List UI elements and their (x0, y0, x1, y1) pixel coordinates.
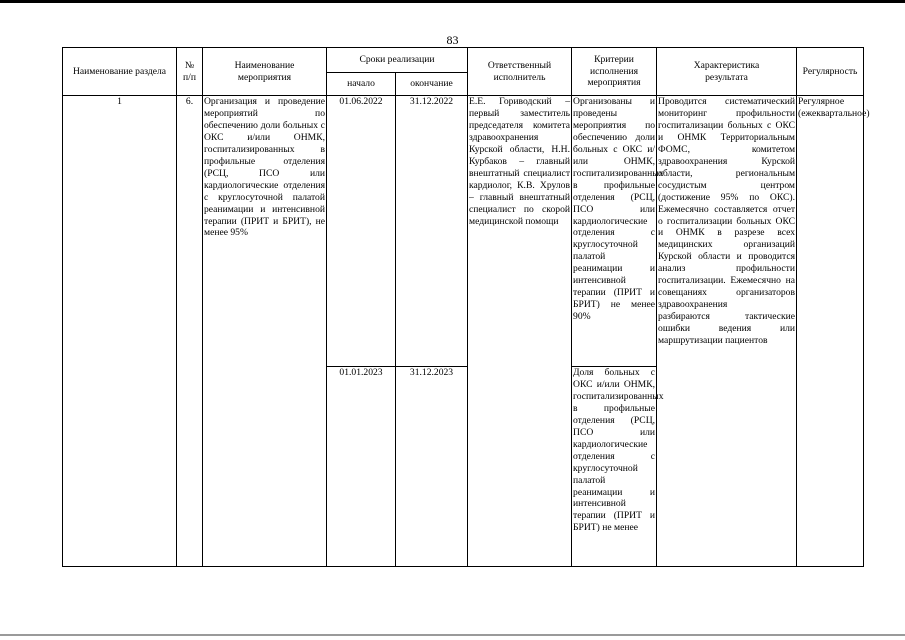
end-date-cell: 31.12.2022 (396, 96, 468, 367)
action-plan-table (62, 47, 870, 567)
event-name-cell: Организация и проведение мероприятий по обеспечению доли больных с ОКС и/или ОНМК, госпитализированных в профильные отделения (РСЦ, ПСО или кардиологические отделения с круглосуточной палатой реанимации и интенсивной терапии (ПРИТ и БРИТ), не менее 95% (203, 96, 327, 567)
header-start: начало (327, 73, 396, 96)
page-number: 83 (446, 33, 459, 47)
section-number-cell: 1 (63, 96, 177, 567)
responsible-cell: Е.Е. Гориводский – первый заместитель председателя комитета здравоохранения Курской области, Н.Н. Курбаков – главный внештатный специалист кардиолог, К.В. Хрулов – главный внештатный специалист по скорой медицинской помощи (468, 96, 572, 567)
top-border-line (0, 0, 905, 3)
header-regularity: Регулярность (797, 48, 864, 96)
criteria-cell-2: Доля больных с ОКС и/или ОНМК, госпитализированных в профильные отделения (РСЦ, ПСО или кардиологические отделения с круглосуточной палатой реанимации и интенсивной терапии (ПРИТ и БРИТ) не менее (572, 367, 657, 567)
header-implementation-period: Сроки реализации (327, 48, 468, 73)
result-cell (657, 96, 797, 567)
criteria-cell: Организованы и проведены мероприятия по обеспечению доли больных с ОКС и/или ОНМК, госпитализированных в профильные отделения (РСЦ, ПСО или кардиологические отделения с круглосуточной палатой реанимации и интенсивной терапии (ПРИТ и БРИТ) не менее 90% (572, 96, 657, 367)
result-text-part1: Проводится систематический мониторинг профильности госпитализации больных с ОКС и ОНМК Территориальным ФОМС, комитетом здравоохранения Курской области, региональным сосудистым центром (достижение 95% по ОКС). Ежемесячно составляется отчет о госпитализации больных ОКС и ОНМК в разрезе всех медицинских организаций Курской области и проводится анализ профильности госпитализации. Ежемесячно на совещаниях организаторов здравоохранения (658, 96, 796, 311)
header-item-number: № п/п (177, 48, 203, 96)
start-date-cell-2: 01.01.2023 (327, 367, 396, 567)
result-text-part2: разбираются тактические ошибки ведения или маршрутизации пациентов (658, 311, 796, 347)
end-date-cell-2: 31.12.2023 (396, 367, 468, 567)
bottom-border-line (0, 634, 905, 636)
start-date-cell: 01.06.2022 (327, 96, 396, 367)
header-end: окончание (396, 73, 468, 96)
header-section-name: Наименование раздела (63, 48, 177, 96)
table-row (63, 96, 864, 367)
header-criteria: Критерии исполнения мероприятия (572, 48, 657, 96)
header-responsible: Ответственный исполнитель (468, 48, 572, 96)
item-number-cell: 6. (177, 96, 203, 567)
header-result: Характеристика результата (657, 48, 797, 96)
header-event-name: Наименование мероприятия (203, 48, 327, 96)
regularity-cell: Регулярное (ежеквартальное) (797, 96, 864, 567)
